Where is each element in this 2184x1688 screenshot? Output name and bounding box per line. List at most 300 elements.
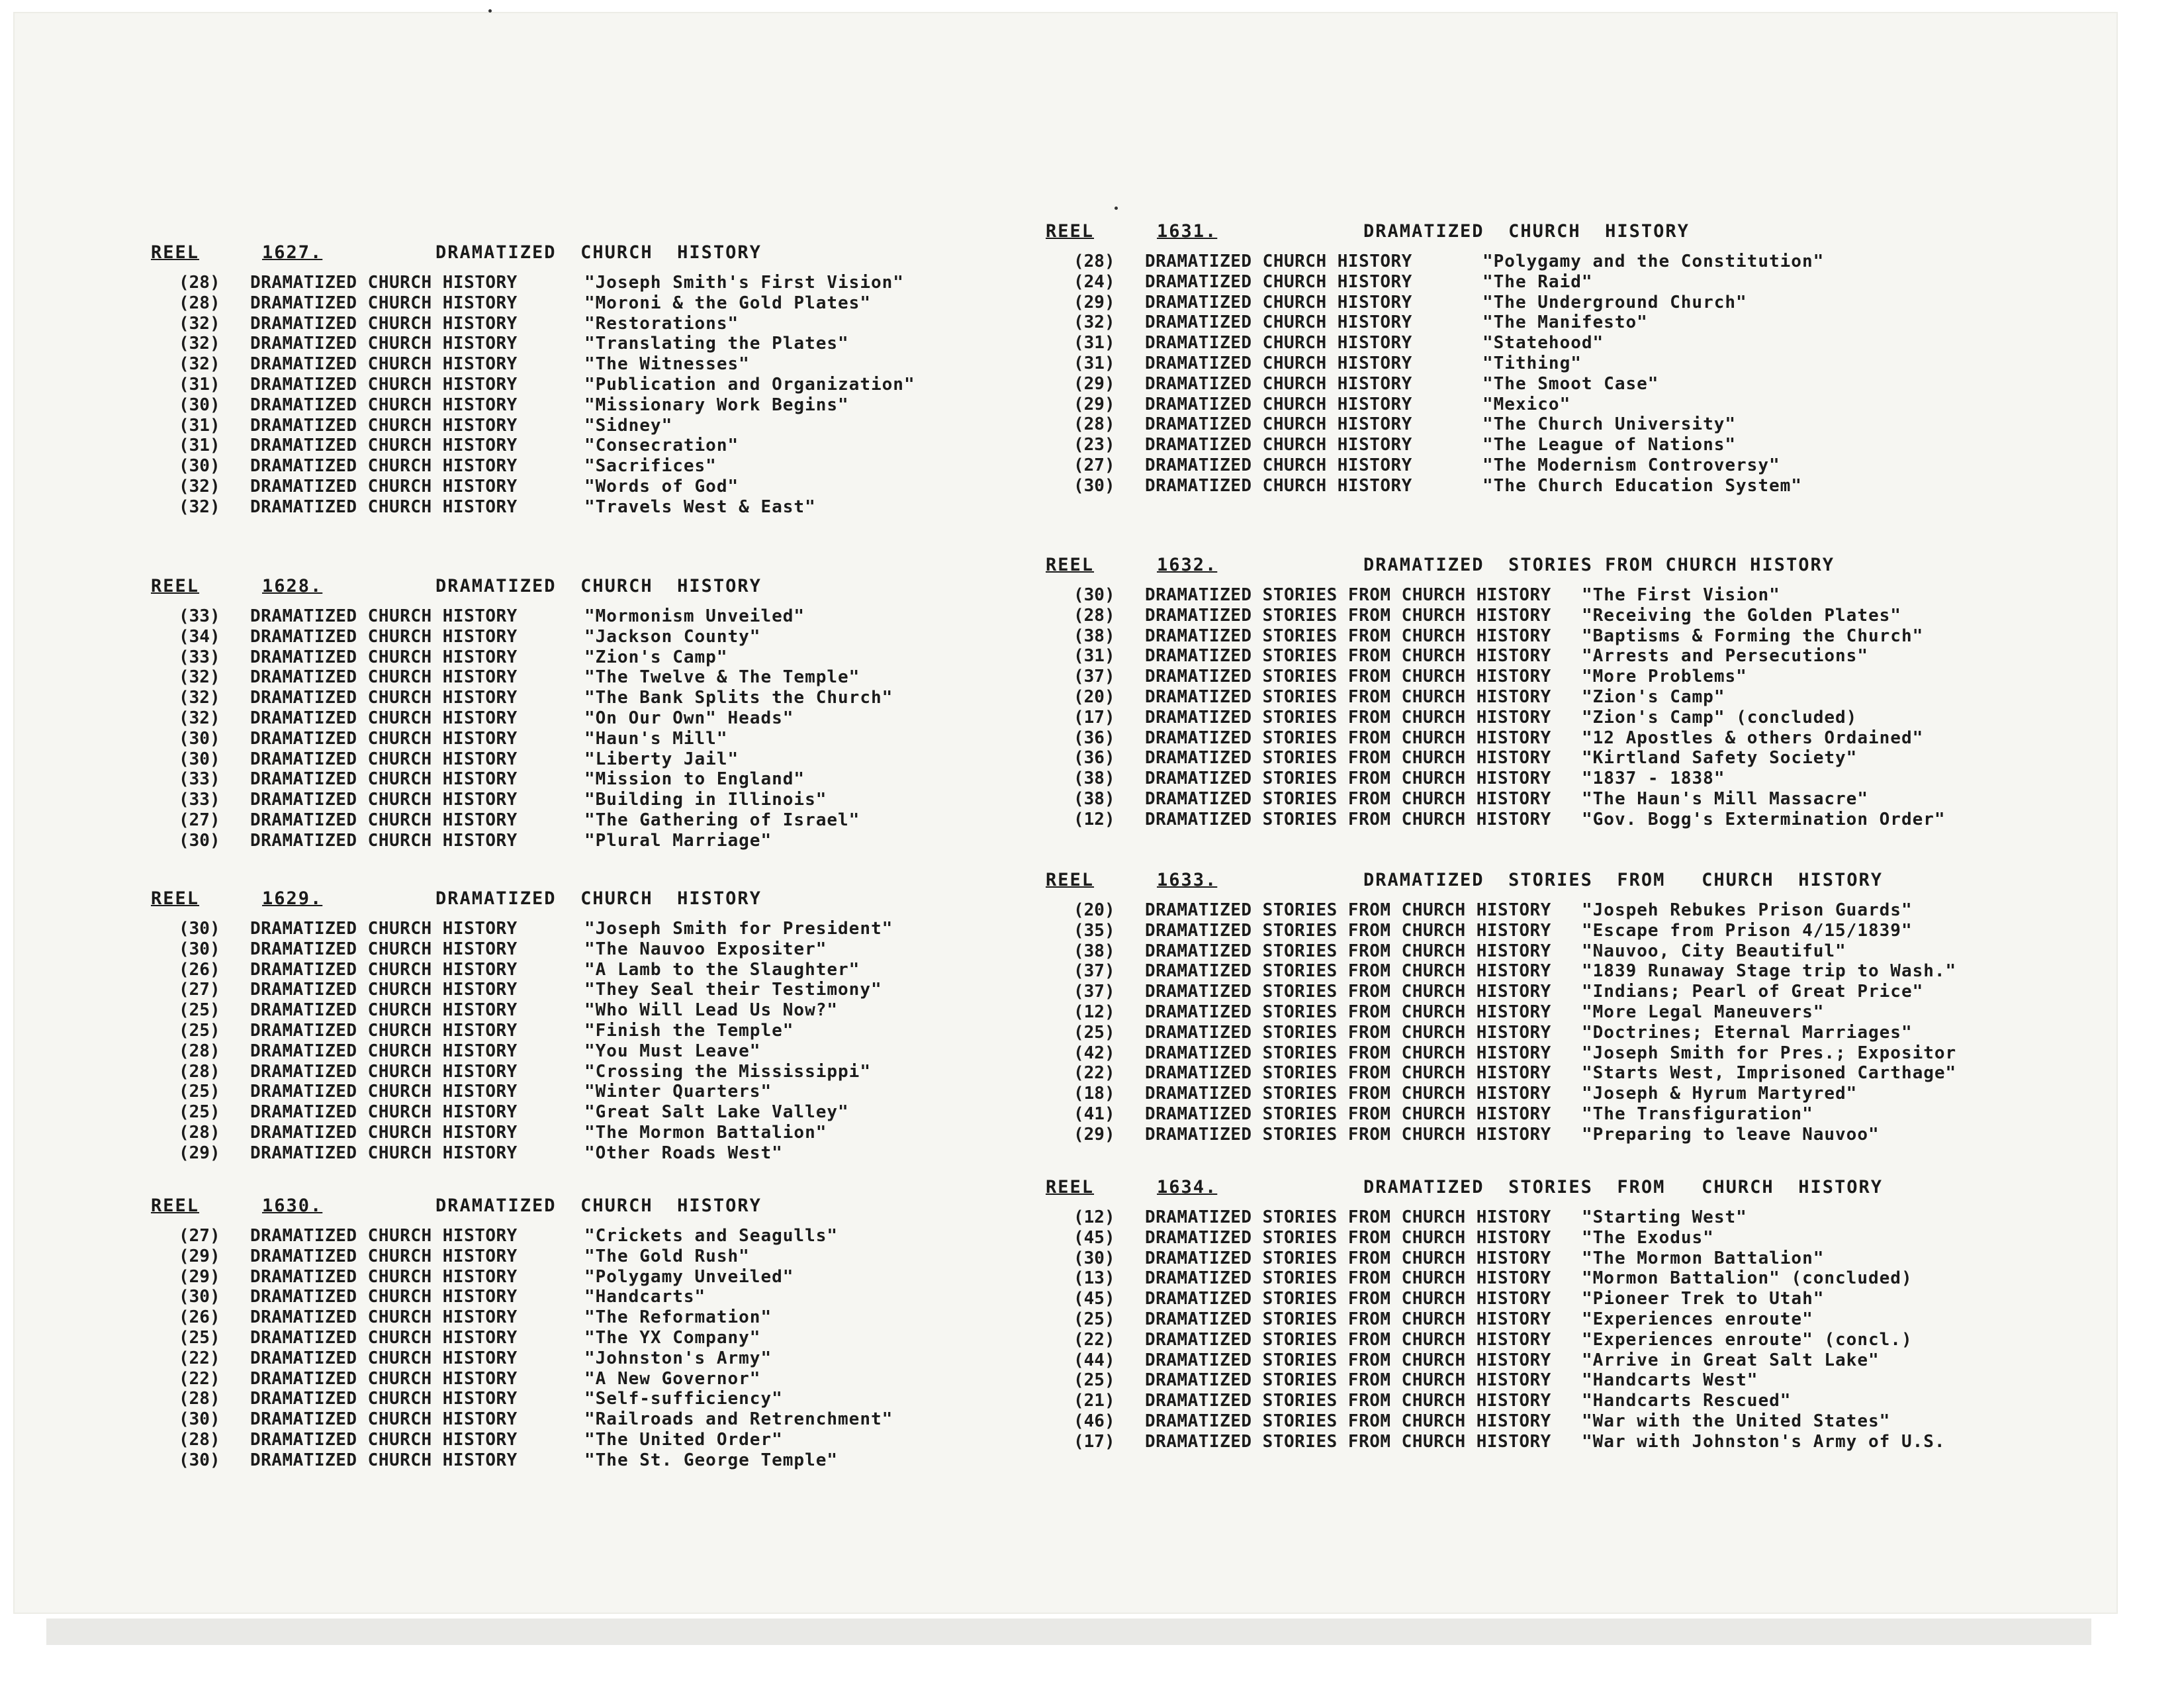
episode-series: DRAMATIZED CHURCH HISTORY [250,667,518,688]
episode-series: DRAMATIZED CHURCH HISTORY [250,647,518,667]
episode-title: "Preparing to leave Nauvoo" [1582,1124,1880,1145]
reel-label: REEL [151,888,200,909]
reel-episode-list [151,919,1183,1164]
episode-title: "The Witnesses" [584,354,750,375]
episode-series: DRAMATIZED STORIES FROM CHURCH HISTORY [1145,788,1551,809]
episode-row [151,1082,1183,1102]
reel-episode-list [151,1226,1183,1471]
episode-number: (32) [179,334,220,354]
reel-section [151,888,1183,1164]
reel-label: REEL [1046,870,1095,890]
episode-series: DRAMATIZED STORIES FROM CHURCH HISTORY [1145,900,1551,920]
episode-series: DRAMATIZED CHURCH HISTORY [250,293,518,313]
episode-title: "Receiving the Golden Plates" [1582,605,1901,626]
episode-series: DRAMATIZED CHURCH HISTORY [250,456,518,477]
episode-title: "Building in Illinois" [584,790,827,810]
episode-number: (28) [179,273,220,293]
episode-series: DRAMATIZED STORIES FROM CHURCH HISTORY [1145,982,1551,1002]
episode-number: (30) [179,1287,220,1307]
episode-title: "The Manifesto" [1482,312,1648,333]
reel-episode-list [1046,585,2078,830]
episode-row [151,456,1183,477]
episode-title: "The Mormon Battalion" [584,1122,827,1143]
episode-number: (31) [179,436,220,456]
episode-row [151,919,1183,939]
episode-title: "The Haun's Mill Massacre" [1582,788,1868,809]
episode-series: DRAMATIZED STORIES FROM CHURCH HISTORY [1145,1063,1551,1084]
reel-label: REEL [151,1196,200,1216]
episode-series: DRAMATIZED CHURCH HISTORY [250,1226,518,1246]
episode-title: "Starts West, Imprisoned Carthage" [1582,1063,1957,1084]
episode-number: (30) [179,749,220,769]
episode-series: DRAMATIZED STORIES FROM CHURCH HISTORY [1145,769,1551,789]
episode-row [1046,941,2078,962]
episode-series: DRAMATIZED CHURCH HISTORY [250,476,518,496]
episode-title: "Starting West" [1582,1207,1747,1227]
episode-row [1046,333,2078,353]
episode-row [1046,1268,2078,1289]
episode-series: DRAMATIZED STORIES FROM CHURCH HISTORY [1145,1043,1551,1063]
episode-series: DRAMATIZED STORIES FROM CHURCH HISTORY [1145,809,1551,829]
episode-series: DRAMATIZED STORIES FROM CHURCH HISTORY [1145,1289,1551,1309]
episode-title: "Handcarts West" [1582,1370,1758,1391]
reel-number: 1629. [262,888,323,909]
episode-title: "The Nauvoo Expositer" [584,939,827,959]
episode-number: (33) [179,790,220,810]
episode-row [151,790,1183,810]
episode-number: (25) [179,1020,220,1041]
episode-row [1046,789,2078,810]
episode-row [1046,1350,2078,1371]
episode-number: (35) [1073,920,1115,941]
page-bottom-edge [46,1618,2091,1645]
episode-number: (12) [1073,1002,1115,1022]
episode-row [151,1226,1183,1246]
episode-series: DRAMATIZED CHURCH HISTORY [250,1246,518,1266]
episode-number: (27) [1073,455,1115,475]
episode-number: (32) [179,313,220,334]
episode-title: "The Gathering of Israel" [584,810,860,830]
episode-number: (30) [179,939,220,959]
episode-title: "Experiences enroute" [1582,1309,1813,1329]
episode-series: DRAMATIZED CHURCH HISTORY [250,1000,518,1021]
episode-title: "Arrive in Great Salt Lake" [1582,1350,1880,1370]
episode-title: "A Lamb to the Slaughter" [584,959,860,980]
reel-number: 1633. [1157,870,1218,890]
episode-number: (25) [1073,1370,1115,1391]
episode-row [151,708,1183,729]
episode-title: "More Problems" [1582,667,1747,687]
episode-row [151,1123,1183,1143]
episode-series: DRAMATIZED CHURCH HISTORY [250,1041,518,1061]
episode-row [151,1369,1183,1389]
reel-title: DRAMATIZED CHURCH HISTORY [435,242,762,263]
episode-title: "Indians; Pearl of Great Price" [1582,982,1924,1002]
episode-number: (20) [1073,686,1115,707]
episode-series: DRAMATIZED CHURCH HISTORY [1145,373,1412,394]
reel-label: REEL [151,576,200,596]
episode-title: "Handcarts Rescued" [1582,1391,1792,1411]
episode-number: (30) [179,1409,220,1430]
episode-series: DRAMATIZED CHURCH HISTORY [250,1348,518,1368]
episode-row [151,1328,1183,1348]
episode-series: DRAMATIZED CHURCH HISTORY [250,810,518,830]
episode-row [1046,252,2078,272]
episode-series: DRAMATIZED CHURCH HISTORY [250,980,518,1000]
episode-series: DRAMATIZED STORIES FROM CHURCH HISTORY [1145,1431,1551,1452]
episode-title: "Crickets and Seagulls" [584,1226,839,1246]
episode-row [1046,1084,2078,1104]
episode-title: "On Our Own" Heads" [584,708,794,728]
episode-series: DRAMATIZED CHURCH HISTORY [1145,414,1412,435]
episode-number: (22) [179,1348,220,1368]
reel-episode-list [1046,1207,2078,1452]
episode-number: (32) [179,496,220,517]
episode-row [151,1143,1183,1164]
reel-episode-list [151,273,1183,518]
episode-row [151,1102,1183,1123]
episode-row [1046,1309,2078,1330]
episode-number: (12) [1073,809,1115,829]
episode-row [151,314,1183,334]
episode-number: (31) [1073,353,1115,373]
episode-title: "Doctrines; Eternal Marriages" [1582,1022,1913,1043]
episode-title: "Kirtland Safety Society" [1582,748,1858,769]
episode-series: DRAMATIZED CHURCH HISTORY [250,688,518,708]
reel-number: 1632. [1157,555,1218,575]
reel-number: 1628. [262,576,323,596]
reel-header [1046,870,2078,896]
episode-row [151,606,1183,627]
episode-series: DRAMATIZED CHURCH HISTORY [250,1307,518,1328]
episode-title: "The United Order" [584,1429,783,1450]
episode-row [151,375,1183,395]
episode-number: (29) [1073,373,1115,394]
episode-number: (46) [1073,1411,1115,1431]
episode-row [1046,708,2078,728]
episode-series: DRAMATIZED CHURCH HISTORY [1145,455,1412,475]
episode-number: (26) [179,959,220,980]
episode-number: (23) [1073,435,1115,455]
episode-number: (29) [1073,292,1115,312]
episode-number: (32) [179,476,220,496]
episode-row [151,1389,1183,1409]
episode-number: (38) [1073,769,1115,789]
reel-episode-list [1046,900,2078,1145]
episode-title: "The Church University" [1482,414,1737,435]
episode-row [151,1000,1183,1021]
episode-row [151,769,1183,790]
episode-number: (32) [179,688,220,708]
reel-header [1046,1177,2078,1203]
episode-title: "Railroads and Retrenchment" [584,1409,893,1430]
episode-title: "Joseph Smith for Pres.; Expositor [1582,1043,1957,1063]
episode-title: "Mormonism Unveiled" [584,606,805,626]
episode-row [1046,353,2078,374]
episode-number: (22) [1073,1329,1115,1350]
episode-row [151,1287,1183,1307]
episode-title: "Jospeh Rebukes Prison Guards" [1582,900,1913,920]
reel-header [151,242,1183,269]
episode-row [1046,728,2078,749]
episode-title: "The First Vision" [1582,585,1780,605]
episode-series: DRAMATIZED STORIES FROM CHURCH HISTORY [1145,646,1551,667]
episode-row [1046,1370,2078,1391]
episode-series: DRAMATIZED STORIES FROM CHURCH HISTORY [1145,667,1551,687]
episode-series: DRAMATIZED CHURCH HISTORY [250,606,518,626]
reel-title: DRAMATIZED CHURCH HISTORY [435,1196,762,1216]
episode-row [151,334,1183,354]
episode-number: (33) [179,606,220,626]
episode-number: (28) [179,1389,220,1409]
episode-series: DRAMATIZED CHURCH HISTORY [1145,252,1412,271]
episode-title: "Liberty Jail" [584,749,739,769]
episode-number: (37) [1073,961,1115,982]
episode-number: (38) [1073,788,1115,809]
episode-title: "Pioneer Trek to Utah" [1582,1289,1825,1309]
episode-row [1046,748,2078,769]
episode-number: (32) [179,708,220,728]
episode-series: DRAMATIZED STORIES FROM CHURCH HISTORY [1145,727,1551,748]
reel-number: 1627. [262,242,323,263]
episode-row [1046,1411,2078,1432]
episode-series: DRAMATIZED CHURCH HISTORY [250,374,518,395]
episode-series: DRAMATIZED CHURCH HISTORY [250,436,518,456]
reel-section [1046,221,2078,496]
episode-row [1046,921,2078,941]
episode-series: DRAMATIZED CHURCH HISTORY [250,273,518,293]
episode-title: "Great Salt Lake Valley" [584,1102,849,1123]
episode-series: DRAMATIZED CHURCH HISTORY [250,626,518,647]
reel-header [1046,221,2078,248]
episode-title: "Mission to England" [584,769,805,790]
episode-row [151,436,1183,456]
episode-number: (29) [179,1143,220,1163]
episode-series: DRAMATIZED CHURCH HISTORY [250,708,518,728]
episode-title: "Publication and Organization" [584,374,915,395]
reel-number: 1631. [1157,221,1218,242]
episode-title: "Restorations" [584,313,739,334]
speck-mark [488,9,492,13]
episode-number: (36) [1073,748,1115,769]
episode-title: "Haun's Mill" [584,728,728,749]
episode-row [151,810,1183,831]
episode-title: "The Church Education System" [1482,475,1802,496]
episode-number: (29) [1073,394,1115,414]
episode-number: (25) [179,1102,220,1123]
episode-series: DRAMATIZED CHURCH HISTORY [250,959,518,980]
reel-title: DRAMATIZED STORIES FROM CHURCH HISTORY [1363,555,1835,575]
episode-number: (28) [179,1122,220,1143]
episode-row [1046,1391,2078,1411]
episode-row [151,960,1183,980]
reel-number: 1634. [1157,1177,1218,1197]
reel-header [151,1196,1183,1222]
episode-series: DRAMATIZED CHURCH HISTORY [250,769,518,790]
episode-title: "Polygamy Unveiled" [584,1266,794,1287]
reel-label: REEL [151,242,200,263]
episode-series: DRAMATIZED CHURCH HISTORY [1145,333,1412,353]
episode-row [1046,1248,2078,1269]
episode-series: DRAMATIZED CHURCH HISTORY [250,749,518,769]
episode-title: "Tithing" [1482,353,1582,373]
episode-series: DRAMATIZED STORIES FROM CHURCH HISTORY [1145,920,1551,941]
episode-series: DRAMATIZED CHURCH HISTORY [250,1082,518,1102]
reel-number: 1630. [262,1196,323,1216]
episode-series: DRAMATIZED STORIES FROM CHURCH HISTORY [1145,585,1551,605]
episode-number: (38) [1073,941,1115,961]
episode-row [151,354,1183,375]
episode-title: "Zion's Camp" [1582,686,1725,707]
episode-series: DRAMATIZED STORIES FROM CHURCH HISTORY [1145,941,1551,961]
episode-row [1046,1023,2078,1043]
episode-number: (45) [1073,1227,1115,1248]
episode-row [151,729,1183,749]
episode-title: "War with Johnston's Army of U.S. [1582,1431,1946,1452]
episode-title: "Crossing the Mississippi" [584,1061,871,1082]
episode-title: "Other Roads West" [584,1143,783,1163]
reel-section [1046,870,2078,1145]
episode-number: (31) [179,374,220,395]
episode-row [151,497,1183,518]
episode-row [1046,961,2078,982]
episode-row [1046,374,2078,395]
episode-series: DRAMATIZED CHURCH HISTORY [250,1143,518,1163]
episode-series: DRAMATIZED STORIES FROM CHURCH HISTORY [1145,961,1551,982]
episode-title: "The Transfiguration" [1582,1103,1813,1124]
episode-title: "The Bank Splits the Church" [584,688,893,708]
episode-number: (34) [179,626,220,647]
episode-row [1046,1228,2078,1248]
episode-row [1046,312,2078,333]
episode-series: DRAMATIZED CHURCH HISTORY [250,1020,518,1041]
episode-row [151,749,1183,770]
episode-row [151,627,1183,647]
episode-title: "Nauvoo, City Beautiful" [1582,941,1846,961]
episode-title: "They Seal their Testimony" [584,980,882,1000]
episode-number: (27) [179,810,220,830]
episode-series: DRAMATIZED STORIES FROM CHURCH HISTORY [1145,1084,1551,1104]
episode-row [1046,1104,2078,1125]
episode-title: "1837 - 1838" [1582,769,1725,789]
episode-title: "The Modernism Controversy" [1482,455,1780,475]
episode-row [151,1409,1183,1430]
episode-title: "Statehood" [1482,333,1604,353]
episode-series: DRAMATIZED CHURCH HISTORY [1145,271,1412,292]
episode-number: (17) [1073,1431,1115,1452]
episode-number: (30) [179,919,220,939]
episode-title: "Escape from Prison 4/15/1839" [1582,920,1913,941]
episode-series: DRAMATIZED CHURCH HISTORY [250,1287,518,1307]
episode-number: (37) [1073,667,1115,687]
episode-title: "Self-sufficiency" [584,1389,783,1409]
episode-number: (26) [179,1307,220,1328]
episode-series: DRAMATIZED STORIES FROM CHURCH HISTORY [1145,1124,1551,1145]
episode-title: "Mexico" [1482,394,1571,414]
episode-row [151,1348,1183,1369]
episode-row [1046,982,2078,1002]
episode-series: DRAMATIZED CHURCH HISTORY [250,790,518,810]
episode-title: "The Smoot Case" [1482,373,1659,394]
episode-number: (29) [179,1266,220,1287]
episode-number: (25) [1073,1309,1115,1329]
episode-series: DRAMATIZED CHURCH HISTORY [250,334,518,354]
episode-row [151,1307,1183,1328]
episode-title: "The League of Nations" [1482,435,1737,455]
episode-title: "Consecration" [584,436,739,456]
reel-section [1046,555,2078,830]
episode-row [1046,1002,2078,1023]
episode-row [1046,293,2078,313]
reel-title: DRAMATIZED STORIES FROM CHURCH HISTORY [1363,870,1883,890]
reel-section [151,1196,1183,1471]
episode-title: "The Raid" [1482,271,1593,292]
episode-row [1046,395,2078,415]
reel-title: DRAMATIZED CHURCH HISTORY [1363,221,1690,242]
episode-number: (31) [179,415,220,436]
episode-number: (28) [179,293,220,313]
episode-row [1046,1330,2078,1350]
episode-row [151,273,1183,293]
episode-number: (30) [179,395,220,415]
episode-row [151,1246,1183,1267]
episode-series: DRAMATIZED CHURCH HISTORY [1145,394,1412,414]
episode-row [151,1062,1183,1082]
episode-title: "Translating the Plates" [584,334,849,354]
episode-series: DRAMATIZED CHURCH HISTORY [250,1450,518,1470]
reel-episode-list [1046,252,2078,496]
episode-series: DRAMATIZED STORIES FROM CHURCH HISTORY [1145,1391,1551,1411]
episode-series: DRAMATIZED CHURCH HISTORY [1145,475,1412,496]
episode-number: (18) [1073,1084,1115,1104]
episode-number: (20) [1073,900,1115,920]
episode-series: DRAMATIZED STORIES FROM CHURCH HISTORY [1145,1207,1551,1227]
episode-number: (12) [1073,1207,1115,1227]
episode-row [1046,435,2078,455]
episode-series: DRAMATIZED CHURCH HISTORY [1145,353,1412,373]
episode-title: "12 Apostles & others Ordained" [1582,727,1924,748]
reel-header [151,888,1183,915]
episode-row [1046,667,2078,687]
episode-row [1046,414,2078,435]
episode-number: (33) [179,647,220,667]
reel-section [1046,1177,2078,1452]
reel-title: DRAMATIZED CHURCH HISTORY [435,888,762,909]
episode-title: "Experiences enroute" (concl.) [1582,1329,1913,1350]
episode-series: DRAMATIZED STORIES FROM CHURCH HISTORY [1145,1329,1551,1350]
episode-title: "You Must Leave" [584,1041,761,1061]
episode-row [1046,810,2078,830]
episode-title: "Handcarts" [584,1287,706,1307]
episode-title: "Finish the Temple" [584,1020,794,1041]
reel-header [151,576,1183,602]
episode-series: DRAMATIZED CHURCH HISTORY [250,1102,518,1123]
episode-title: "The Gold Rush" [584,1246,750,1266]
episode-row [1046,1432,2078,1452]
episode-title: "The Mormon Battalion" [1582,1248,1825,1268]
episode-title: "Sidney" [584,415,673,436]
episode-title: "Sacrifices" [584,456,717,477]
episode-title: "A New Governor" [584,1368,761,1389]
episode-number: (30) [1073,1248,1115,1268]
episode-number: (45) [1073,1289,1115,1309]
episode-number: (21) [1073,1391,1115,1411]
episode-series: DRAMATIZED CHURCH HISTORY [250,919,518,939]
episode-number: (25) [179,1000,220,1021]
episode-number: (44) [1073,1350,1115,1370]
reel-label: REEL [1046,1177,1095,1197]
episode-number: (27) [179,980,220,1000]
